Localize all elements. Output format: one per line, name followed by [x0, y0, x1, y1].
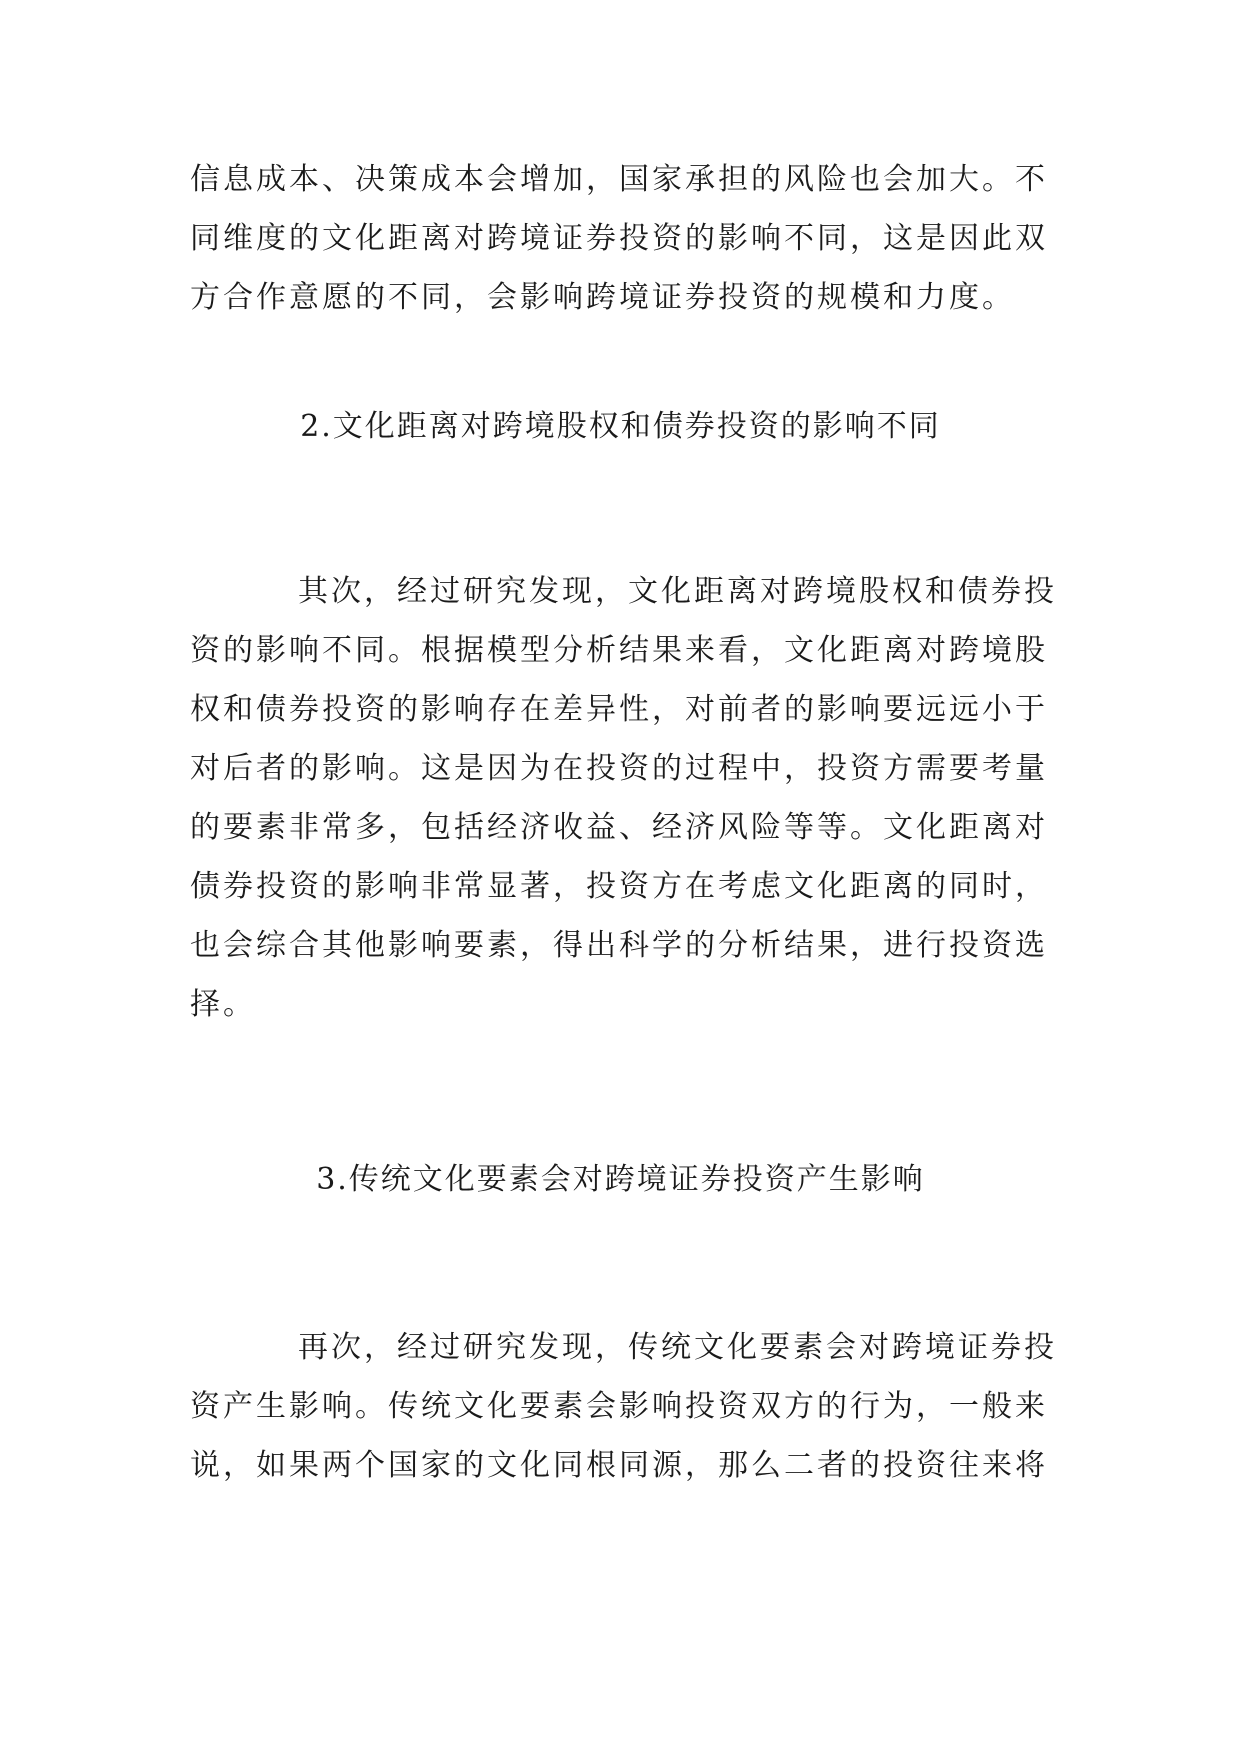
- paragraph-line: 其次，经过研究发现，文化距离对跨境股权和债券投: [298, 574, 1057, 609]
- paragraph-line: 债券投资的影响非常显著，投资方在考虑文化距离的同时，: [190, 869, 1048, 904]
- paragraph-2: [190, 562, 1057, 1034]
- paragraph-line: 资产生影响。传统文化要素会影响投资双方的行为，一般来: [190, 1389, 1048, 1424]
- paragraph-line: 再次，经过研究发现，传统文化要素会对跨境证券投: [298, 1330, 1057, 1365]
- section-heading-3: 3.传统文化要素会对跨境证券投资产生影响: [316, 1162, 925, 1197]
- paragraph-line: 信息成本、决策成本会增加，国家承担的风险也会加大。不: [190, 162, 1048, 197]
- paragraph-line: 同维度的文化距离对跨境证券投资的影响不同，这是因此双: [190, 221, 1048, 256]
- paragraph-line: 方合作意愿的不同，会影响跨境证券投资的规模和力度。: [190, 280, 1015, 315]
- paragraph-line: 权和债券投资的影响存在差异性，对前者的影响要远远小于: [190, 692, 1048, 727]
- paragraph-line: 资的影响不同。根据模型分析结果来看，文化距离对跨境股: [190, 633, 1048, 668]
- section-heading-2: 2.文化距离对跨境股权和债券投资的影响不同: [300, 409, 941, 444]
- paragraph-line: 也会综合其他影响要素，得出科学的分析结果，进行投资选: [190, 928, 1048, 963]
- paragraph-line: 择。: [190, 987, 256, 1022]
- paragraph-3: [190, 1318, 1057, 1495]
- paragraph-line: 的要素非常多，包括经济收益、经济风险等等。文化距离对: [190, 810, 1048, 845]
- paragraph-line: 说，如果两个国家的文化同根同源，那么二者的投资往来将: [190, 1448, 1048, 1483]
- paragraph-line: 对后者的影响。这是因为在投资的过程中，投资方需要考量: [190, 751, 1048, 786]
- paragraph-1: [190, 150, 1050, 327]
